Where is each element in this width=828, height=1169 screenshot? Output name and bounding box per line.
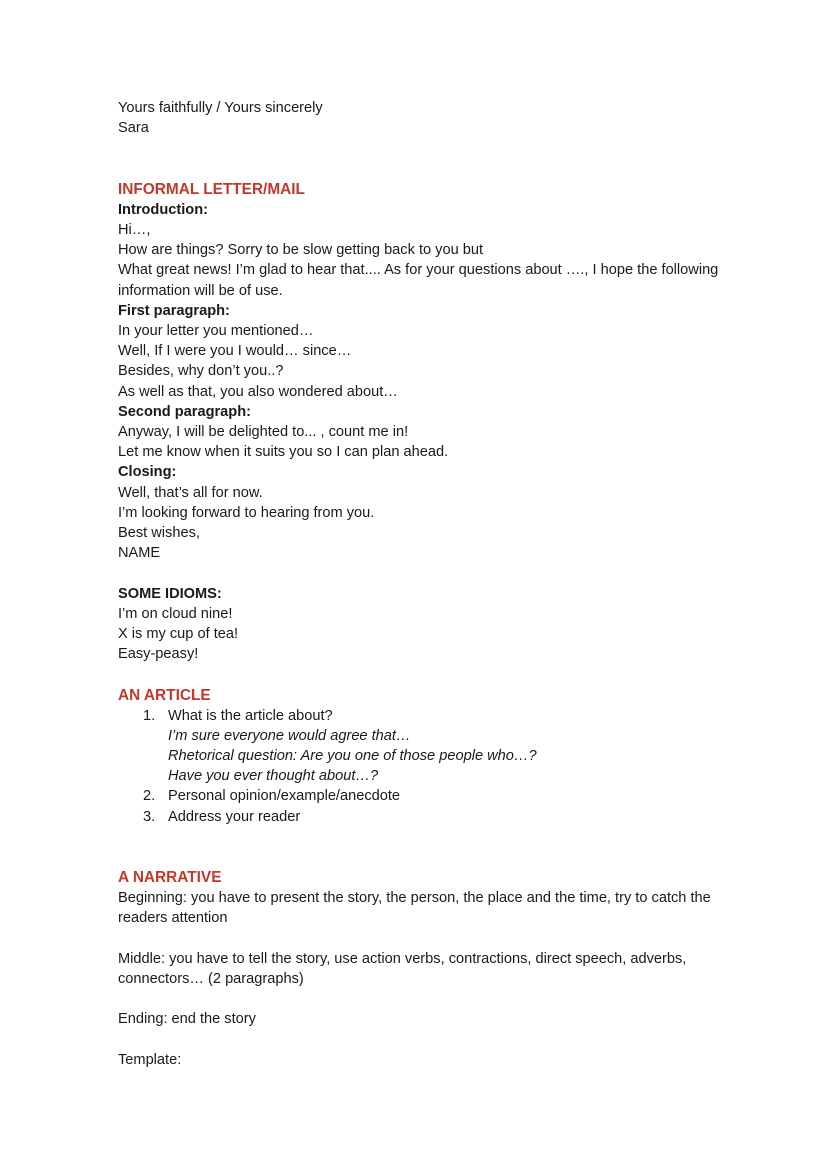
- first-paragraph-line: As well as that, you also wondered about…: [118, 383, 398, 400]
- document-page: [118, 98, 768, 1070]
- second-paragraph-line: Anyway, I will be delighted to... , count me in!: [118, 424, 409, 441]
- closing-label: Closing:: [118, 464, 177, 481]
- list-item: [118, 807, 768, 827]
- intro-line: information will be of use.: [118, 282, 283, 299]
- article-list-continued: [118, 786, 768, 826]
- first-paragraph-line: In your letter you mentioned…: [118, 323, 314, 339]
- list-number: 1.: [143, 707, 156, 724]
- narrative-template-label: Template:: [118, 1051, 182, 1068]
- closing-line: Best wishes,: [118, 525, 200, 542]
- intro-line: What great news! I’m glad to hear that.... As for your questions about …., I hope the following: [118, 262, 719, 279]
- list-item-text: Personal opinion/example/anecdote: [168, 788, 401, 805]
- narrative-ending-line: Ending: end the story: [118, 1011, 256, 1028]
- article-sub-line: I’m sure everyone would agree that…: [168, 727, 411, 744]
- list-item: [118, 706, 768, 726]
- list-item-text: Address your reader: [168, 808, 301, 825]
- closing-line: NAME: [118, 545, 161, 562]
- closing-line: I’m looking forward to hearing from you.: [118, 504, 375, 521]
- first-paragraph-line: Well, If I were you I would… since…: [118, 343, 352, 360]
- first-paragraph-line: Besides, why don’t you..?: [118, 363, 284, 380]
- signoff-name: Sara: [118, 120, 149, 137]
- introduction-label: Introduction:: [118, 201, 208, 218]
- list-item: [118, 786, 768, 806]
- narrative-middle-line: Middle: you have to tell the story, use action verbs, contractions, direct speech, adverbs,: [118, 950, 687, 967]
- narrative-heading: A NARRATIVE: [118, 869, 222, 887]
- list-number: 3.: [143, 808, 156, 825]
- list-item-text: What is the article about?: [168, 707, 333, 724]
- narrative-beginning-line: Beginning: you have to present the story, the person, the place and the time, try to catch the: [118, 890, 711, 907]
- article-sub-line: Have you ever thought about…?: [168, 768, 379, 785]
- article-heading: AN ARTICLE: [118, 686, 211, 704]
- article-sub-line: Rhetorical question: Are you one of those people who…?: [168, 748, 537, 765]
- second-paragraph-line: Let me know when it suits you so I can plan ahead.: [118, 444, 449, 461]
- idiom-line: Easy-peasy!: [118, 646, 199, 663]
- second-paragraph-label: Second paragraph:: [118, 403, 251, 420]
- intro-line: Hi…,: [118, 221, 151, 238]
- article-list: [118, 706, 768, 726]
- list-number: 2.: [143, 788, 156, 805]
- signoff-line: Yours faithfully / Yours sincerely: [118, 100, 323, 116]
- intro-line: How are things? Sorry to be slow getting back to you but: [118, 242, 484, 259]
- first-paragraph-label: First paragraph:: [118, 302, 230, 319]
- closing-line: Well, that’s all for now.: [118, 484, 263, 501]
- idiom-line: X is my cup of tea!: [118, 626, 239, 643]
- informal-letter-heading: INFORMAL LETTER/MAIL: [118, 180, 305, 198]
- idioms-label: SOME IDIOMS:: [118, 585, 222, 602]
- narrative-middle-line: connectors… (2 paragraphs): [118, 971, 304, 988]
- narrative-beginning-line: readers attention: [118, 910, 228, 927]
- idiom-line: I’m on cloud nine!: [118, 605, 233, 622]
